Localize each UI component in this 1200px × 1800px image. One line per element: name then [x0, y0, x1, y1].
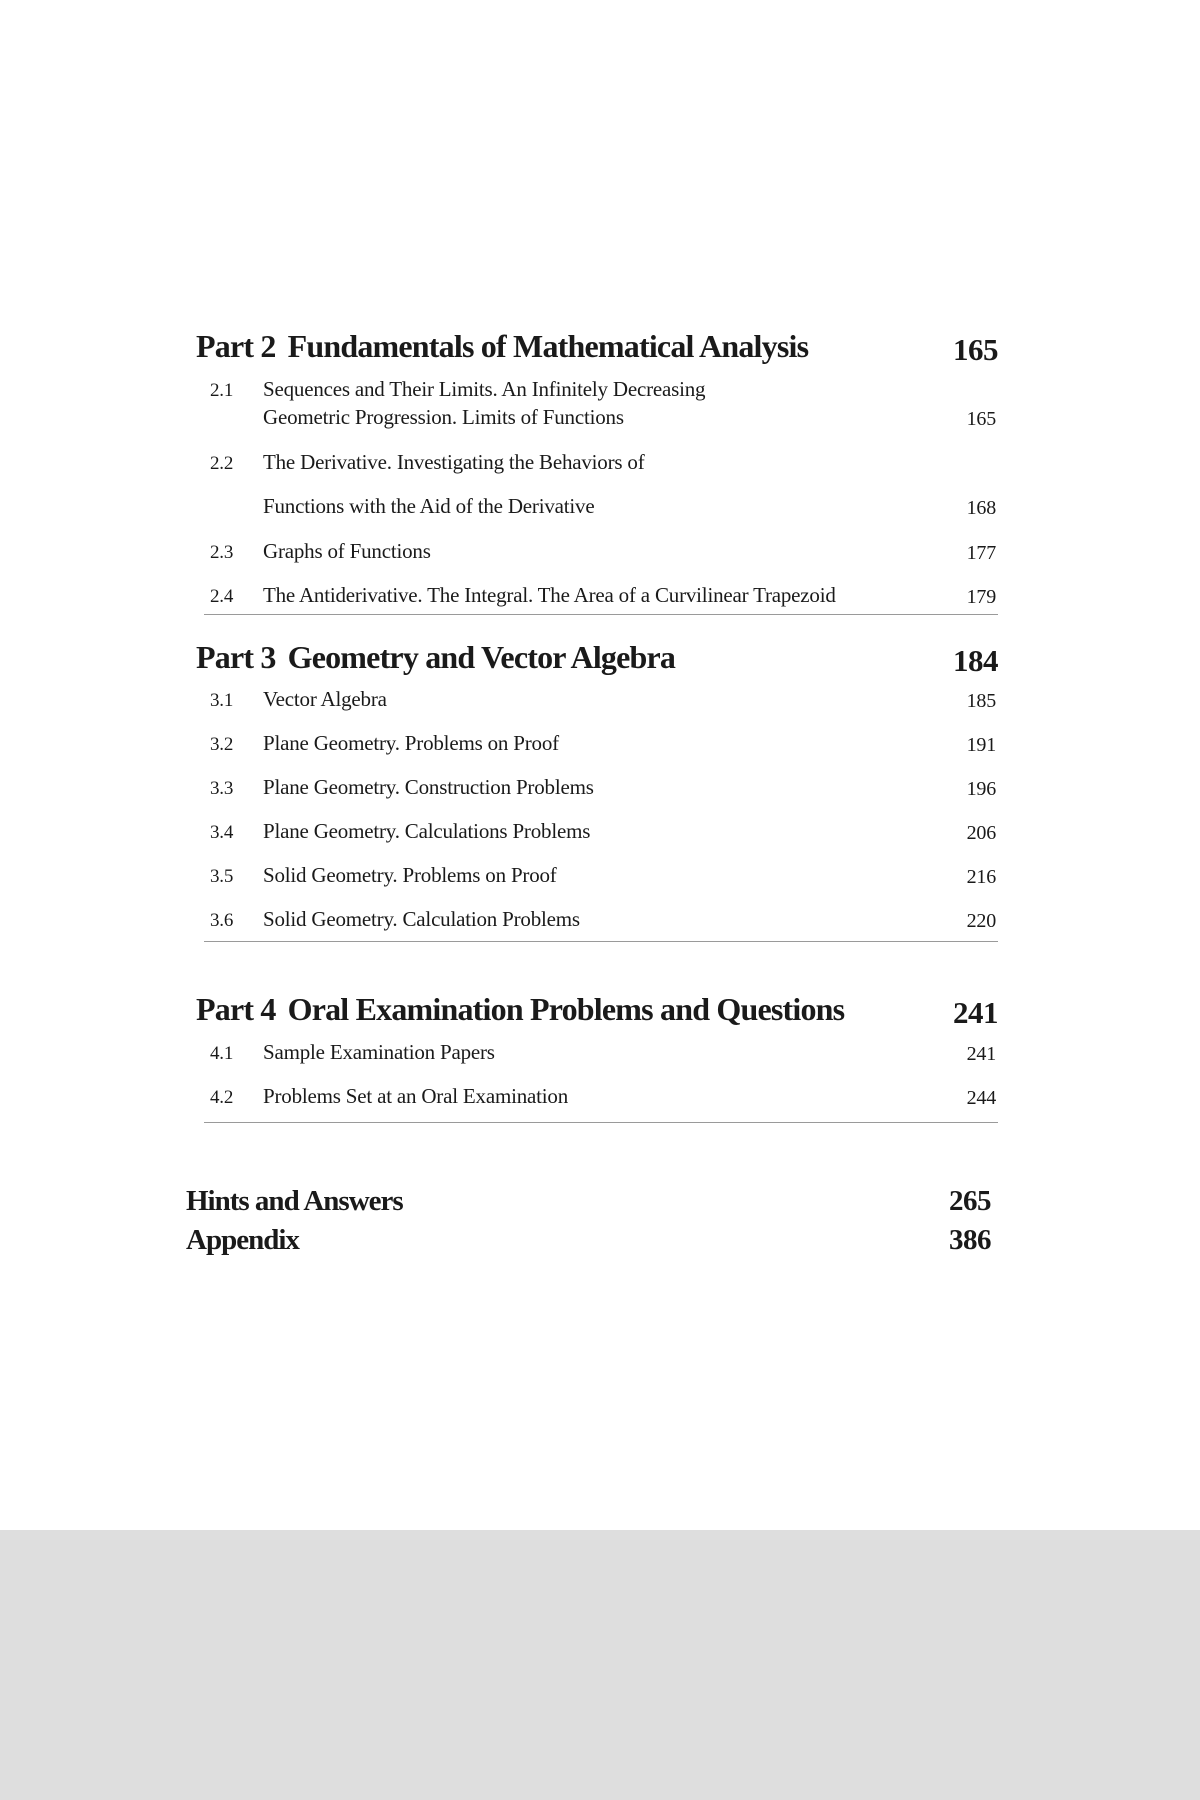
section-divider — [204, 614, 998, 615]
toc-entry-3-2[interactable] — [196, 729, 998, 757]
part-heading — [196, 991, 998, 1043]
part-number: Part 3 — [196, 639, 276, 675]
entry-page-number: 185 — [966, 690, 996, 712]
entry-number: 3.3 — [210, 778, 234, 799]
part-name: Oral Examination Problems and Questions — [287, 991, 845, 1027]
entry-title: Problems Set at an Oral Examination — [263, 1084, 569, 1108]
toc-entry-3-4[interactable] — [196, 817, 998, 845]
entry-page-number: 244 — [966, 1087, 996, 1109]
part-page-number: 184 — [953, 643, 998, 678]
toc-entry-4-2[interactable] — [196, 1082, 998, 1110]
entry-title: Plane Geometry. Calculations Problems — [263, 819, 591, 843]
entry-title: Graphs of Functions — [263, 539, 431, 563]
entry-number: 3.5 — [210, 866, 234, 887]
section-divider — [204, 941, 998, 942]
entry-number: 3.6 — [210, 910, 234, 931]
toc-entry-2-4[interactable] — [196, 581, 998, 609]
page-footer-band — [0, 1530, 1200, 1800]
section-divider — [204, 1122, 998, 1123]
part-number: Part 4 — [196, 991, 276, 1027]
entry-title: Solid Geometry. Calculation Problems — [263, 907, 580, 931]
part-title[interactable] — [196, 328, 808, 365]
toc-entry-2-2[interactable] — [196, 448, 998, 520]
toc-entry-4-1[interactable] — [196, 1038, 998, 1066]
toc-part-2 — [196, 328, 998, 608]
entry-number: 2.4 — [210, 586, 234, 607]
entry-page-number: 216 — [966, 866, 996, 888]
toc-entry-3-5[interactable] — [196, 861, 998, 889]
entry-number: 2.1 — [210, 380, 234, 401]
entry-number: 4.2 — [210, 1087, 234, 1108]
part-title[interactable] — [196, 639, 675, 676]
entry-number: 2.3 — [210, 542, 234, 563]
entry-page-number: 196 — [966, 778, 996, 800]
part-name: Fundamentals of Mathematical Analysis — [287, 328, 809, 364]
entry-page-number: 206 — [966, 822, 996, 844]
entry-number: 3.4 — [210, 822, 234, 843]
entry-page-number: 191 — [966, 734, 996, 756]
toc-entry-3-3[interactable] — [196, 773, 998, 801]
entry-number: 4.1 — [210, 1043, 234, 1064]
toc-entry-2-3[interactable] — [196, 537, 998, 565]
toc-entry-3-6[interactable] — [196, 905, 998, 933]
entry-number: 3.1 — [210, 690, 234, 711]
back-matter-page-number: 386 — [949, 1224, 991, 1256]
part-number: Part 2 — [196, 328, 276, 364]
toc-entry-2-1[interactable] — [196, 375, 998, 431]
entry-title-line-1: The Derivative. Investigating the Behaviors of — [263, 450, 645, 474]
toc-appendix[interactable] — [186, 1224, 991, 1264]
toc-hints-and-answers[interactable] — [186, 1185, 991, 1225]
entry-title-line-1: Sequences and Their Limits. An Infinitely Decreasing — [263, 377, 706, 401]
toc-part-4 — [196, 991, 998, 1109]
entry-title-line-2: Functions with the Aid of the Derivative — [263, 494, 595, 518]
back-matter-label: Appendix — [186, 1224, 299, 1256]
entry-page-number: 168 — [966, 497, 996, 519]
entry-title-line-2: Geometric Progression. Limits of Functions — [263, 405, 624, 429]
entry-title: Plane Geometry. Problems on Proof — [263, 731, 559, 755]
entry-title: Plane Geometry. Construction Problems — [263, 775, 594, 799]
entry-title: Sample Examination Papers — [263, 1040, 495, 1064]
part-heading — [196, 328, 998, 380]
entry-number: 3.2 — [210, 734, 234, 755]
entry-page-number: 179 — [966, 586, 996, 608]
part-page-number: 241 — [953, 995, 998, 1030]
entry-page-number: 177 — [966, 542, 996, 564]
part-page-number: 165 — [953, 332, 998, 367]
entry-title: Vector Algebra — [263, 687, 387, 711]
entry-page-number: 241 — [966, 1043, 996, 1065]
entry-title: Solid Geometry. Problems on Proof — [263, 863, 557, 887]
entry-title: The Antiderivative. The Integral. The Area of a Curvilinear Trapezoid — [263, 583, 836, 607]
part-title[interactable] — [196, 991, 844, 1028]
entry-page-number: 165 — [966, 408, 996, 430]
part-name: Geometry and Vector Algebra — [287, 639, 676, 675]
toc-entry-3-1[interactable] — [196, 685, 998, 713]
entry-number: 2.2 — [210, 453, 234, 474]
back-matter-page-number: 265 — [949, 1185, 991, 1217]
toc-part-3 — [196, 639, 998, 932]
entry-page-number: 220 — [966, 910, 996, 932]
part-heading — [196, 639, 998, 691]
back-matter-label: Hints and Answers — [186, 1185, 403, 1217]
